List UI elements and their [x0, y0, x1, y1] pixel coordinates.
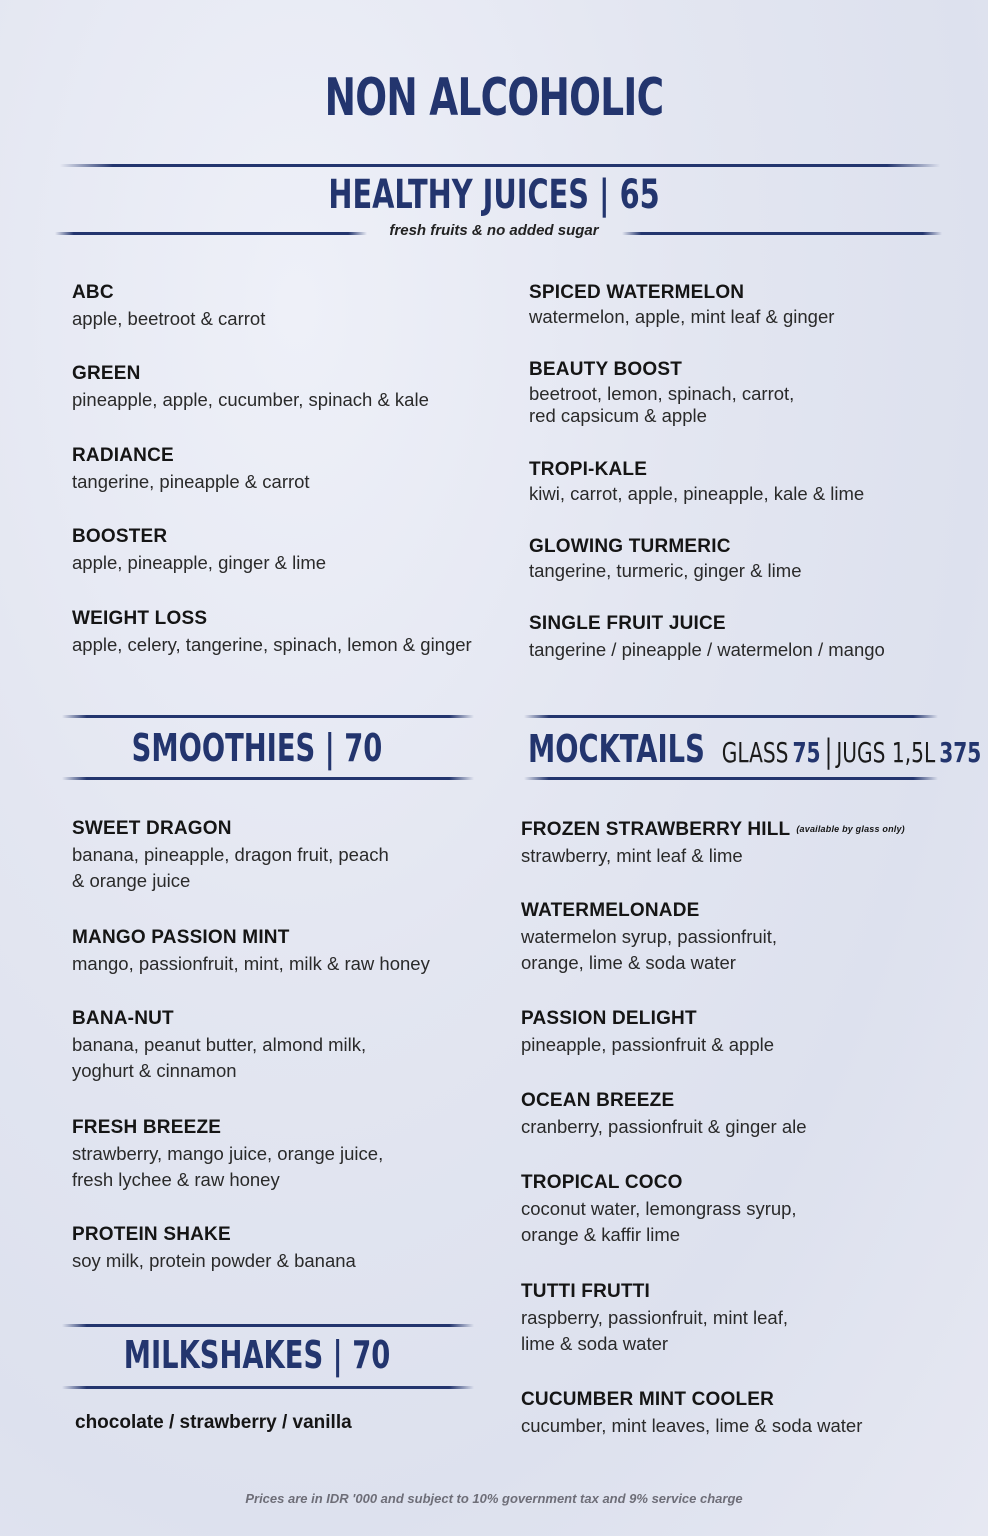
item-desc: mango, passionfruit, mint, milk & raw honey: [72, 953, 430, 974]
item-name: BOOSTER: [72, 526, 168, 547]
divider: [62, 1324, 474, 1327]
item-desc: beetroot, lemon, spinach, carrot,: [529, 383, 795, 404]
jug-label: JUGS 1,5L: [836, 736, 936, 769]
item-desc: apple, celery, tangerine, spinach, lemon & ginger: [72, 634, 472, 655]
menu-item: [529, 534, 801, 582]
item-name: PROTEIN SHAKE: [72, 1224, 231, 1245]
item-desc-2: & orange juice: [72, 870, 191, 891]
item-desc: pineapple, passionfruit & apple: [521, 1034, 775, 1055]
menu-item: [521, 1006, 774, 1058]
item-desc: kiwi, carrot, apple, pineapple, kale & lime: [529, 483, 865, 504]
menu-item: [529, 457, 864, 505]
item-desc: coconut water, lemongrass syrup,: [521, 1198, 797, 1219]
menu-item: [72, 1115, 383, 1193]
item-name: GLOWING TURMERIC: [529, 536, 731, 557]
item-name: SWEET DRAGON: [72, 818, 232, 839]
item-name-text: FROZEN STRAWBERRY HILL: [521, 819, 791, 840]
item-name: MANGO PASSION MINT: [72, 927, 290, 948]
divider: [60, 164, 940, 167]
glass-price: 75: [792, 736, 821, 769]
item-desc: cucumber, mint leaves, lime & soda water: [521, 1415, 863, 1436]
menu-item: [72, 925, 430, 977]
item-desc: apple, pineapple, ginger & lime: [72, 552, 327, 573]
menu-item: [529, 611, 885, 663]
item-desc: apple, beetroot & carrot: [72, 308, 266, 329]
item-desc: raspberry, passionfruit, mint leaf,: [521, 1307, 788, 1328]
availability-note: (available by glass only): [796, 824, 905, 834]
smoothies-heading: SMOOTHIES | 70: [131, 726, 383, 770]
item-name: TUTTI FRUTTI: [521, 1281, 651, 1302]
item-desc-2: orange, lime & soda water: [521, 952, 736, 973]
price-separator: |: [824, 732, 833, 770]
mocktails-heading: [528, 727, 981, 771]
healthy-juices-subtitle: [0, 222, 988, 239]
menu-item: [72, 280, 265, 332]
menu-item: [72, 816, 389, 894]
item-name: PASSION DELIGHT: [521, 1008, 697, 1029]
item-name: BANA-NUT: [72, 1008, 174, 1029]
item-name: [521, 816, 905, 843]
mocktails-title: MOCKTAILS: [528, 727, 705, 771]
item-desc-2: lime & soda water: [521, 1333, 669, 1354]
healthy-juices-heading: HEALTHY JUICES | 65: [328, 172, 660, 218]
price-disclaimer: Prices are in IDR '000 and subject to 10% government tax and 9% service charge: [245, 1491, 743, 1506]
item-desc: strawberry, mint leaf & lime: [521, 845, 743, 866]
item-name: CUCUMBER MINT COOLER: [521, 1389, 775, 1410]
subtitle-text: fresh fruits & no added sugar: [389, 222, 599, 239]
menu-item: [529, 357, 794, 427]
item-desc-2: orange & kaffir lime: [521, 1224, 681, 1245]
item-name: RADIANCE: [72, 445, 174, 466]
divider: [62, 1386, 474, 1389]
item-name: ABC: [72, 282, 114, 303]
menu-item: [521, 898, 777, 976]
menu-item: [521, 816, 905, 869]
item-desc: pineapple, apple, cucumber, spinach & kale: [72, 389, 429, 410]
item-name: GREEN: [72, 363, 141, 384]
item-name: TROPICAL COCO: [521, 1172, 683, 1193]
menu-item: [72, 1006, 366, 1084]
divider: [62, 715, 474, 718]
divider: [524, 777, 938, 780]
item-desc: banana, peanut butter, almond milk,: [72, 1034, 367, 1055]
item-name: TROPI-KALE: [529, 459, 648, 480]
item-name: WATERMELONADE: [521, 900, 700, 921]
menu-item: [72, 361, 429, 413]
menu-item: [72, 524, 326, 576]
item-name: SPICED WATERMELON: [529, 282, 745, 303]
jug-price: 375: [939, 736, 982, 769]
item-desc: tangerine / pineapple / watermelon / mango: [529, 639, 885, 660]
item-desc: tangerine, pineapple & carrot: [72, 471, 310, 492]
milkshakes-heading: MILKSHAKES | 70: [123, 1333, 391, 1377]
item-name: OCEAN BREEZE: [521, 1090, 675, 1111]
item-name: BEAUTY BOOST: [529, 359, 683, 380]
item-name: WEIGHT LOSS: [72, 608, 208, 629]
menu-item: [521, 1279, 788, 1357]
item-desc-2: red capsicum & apple: [529, 405, 707, 426]
menu-item: [72, 1222, 356, 1274]
item-desc-2: fresh lychee & raw honey: [72, 1169, 280, 1190]
item-desc: watermelon, apple, mint leaf & ginger: [529, 306, 835, 327]
menu-item: [529, 280, 834, 328]
divider: [62, 777, 474, 780]
divider: [524, 715, 938, 718]
item-desc: tangerine, turmeric, ginger & lime: [529, 560, 802, 581]
item-desc: strawberry, mango juice, orange juice,: [72, 1143, 384, 1164]
menu-item: [521, 1088, 807, 1140]
menu-item: [72, 443, 310, 495]
menu-item: [521, 1387, 862, 1439]
item-desc: watermelon syrup, passionfruit,: [521, 926, 778, 947]
page-title: NON ALCOHOLIC: [324, 68, 664, 128]
menu-item: [521, 1170, 797, 1248]
item-desc: soy milk, protein powder & banana: [72, 1250, 356, 1271]
menu-item: [72, 606, 472, 658]
item-desc: cranberry, passionfruit & ginger ale: [521, 1116, 807, 1137]
glass-label: GLASS: [721, 736, 789, 769]
item-desc: banana, pineapple, dragon fruit, peach: [72, 844, 389, 865]
item-name: FRESH BREEZE: [72, 1117, 222, 1138]
item-desc-2: yoghurt & cinnamon: [72, 1060, 237, 1081]
item-name: SINGLE FRUIT JUICE: [529, 613, 726, 634]
milkshake-flavors: chocolate / strawberry / vanilla: [75, 1412, 352, 1433]
